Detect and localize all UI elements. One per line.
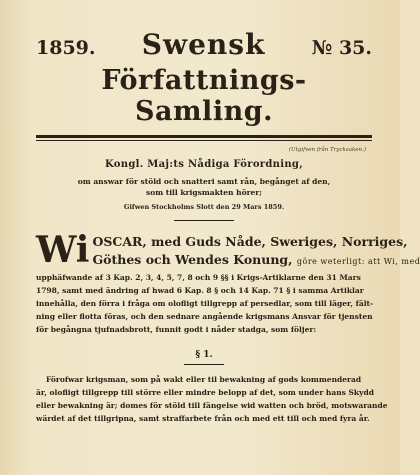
section-heading: § 1.	[195, 350, 213, 360]
text-line: ning eller flotta föras, och den sednare angående krigsmans Ansvar för tjensten	[36, 312, 373, 321]
text-line: wärdet af det tillgripna, samt straffarbete från och med ett till och med fyra år.	[36, 414, 370, 423]
issue-number: № 35.	[311, 37, 372, 59]
masthead-rule-thin	[36, 140, 372, 141]
masthead	[36, 0, 372, 61]
ordinance-title: Kongl. Maj:ts Nådiga Förordning,	[105, 159, 303, 170]
intro-body	[36, 271, 372, 336]
intro-line-1: OSCAR, med Guds Nåde, Sweriges, Norriges,	[92, 234, 408, 249]
publisher-note: (Utgifven från Trycksaken.)	[288, 147, 366, 153]
text-line: innehålla, den förra i fråga om olofligt tillgrepp af persedlar, som till läger, fält-	[36, 299, 374, 308]
given-at: Gifwen Stockholms Slott den 29 Mars 1859.	[123, 203, 285, 211]
text-line: upphäfwande af 3 Kap. 2, 3, 4, 5, 7, 8 och 9 §§ i Krigs-Artiklarne den 31 Mars	[36, 273, 361, 282]
text-line: är, olofligt tillgrepp till större eller mindre belopp af det, som under hans Skydd	[36, 388, 374, 397]
title-line-2: Författnings-Samling.	[101, 65, 307, 127]
masthead-rule-thick	[36, 135, 372, 138]
ordinance-subtitle-line: om answar för stöld och snatteri samt rån, begånget af den,	[77, 177, 331, 186]
intro-line-2-plain: göre weterligt: att Wi, med	[296, 257, 420, 266]
intro-line-2-bold: Göthes och Wendes Konung,	[92, 252, 293, 267]
section-body	[36, 373, 388, 425]
title-line-1: Swensk	[141, 28, 266, 61]
ordinance-subtitle	[36, 176, 372, 198]
text-line: eller bewakning är; domes för stöld till fängelse wid watten och bröd, motswarande	[36, 401, 388, 410]
text-line: 1798, samt med ändring af hwad 6 Kap. 8 § och 14 Kap. 71 § i samma Artiklar	[36, 286, 364, 295]
section-divider	[184, 364, 224, 365]
drop-cap: Wi	[36, 229, 90, 271]
ordinance-subtitle-line: som till krigsmakten hörer;	[145, 188, 263, 197]
issue-year: 1859.	[36, 37, 96, 59]
divider	[174, 220, 234, 221]
intro-paragraph	[36, 229, 420, 336]
text-line: för begångna tjufnadsbrott, funnit godt i nåder stadga, som följer:	[36, 325, 317, 334]
text-line: Förofwar krigsman, som på wakt eller til bewakning af gods kommenderad	[46, 375, 362, 384]
